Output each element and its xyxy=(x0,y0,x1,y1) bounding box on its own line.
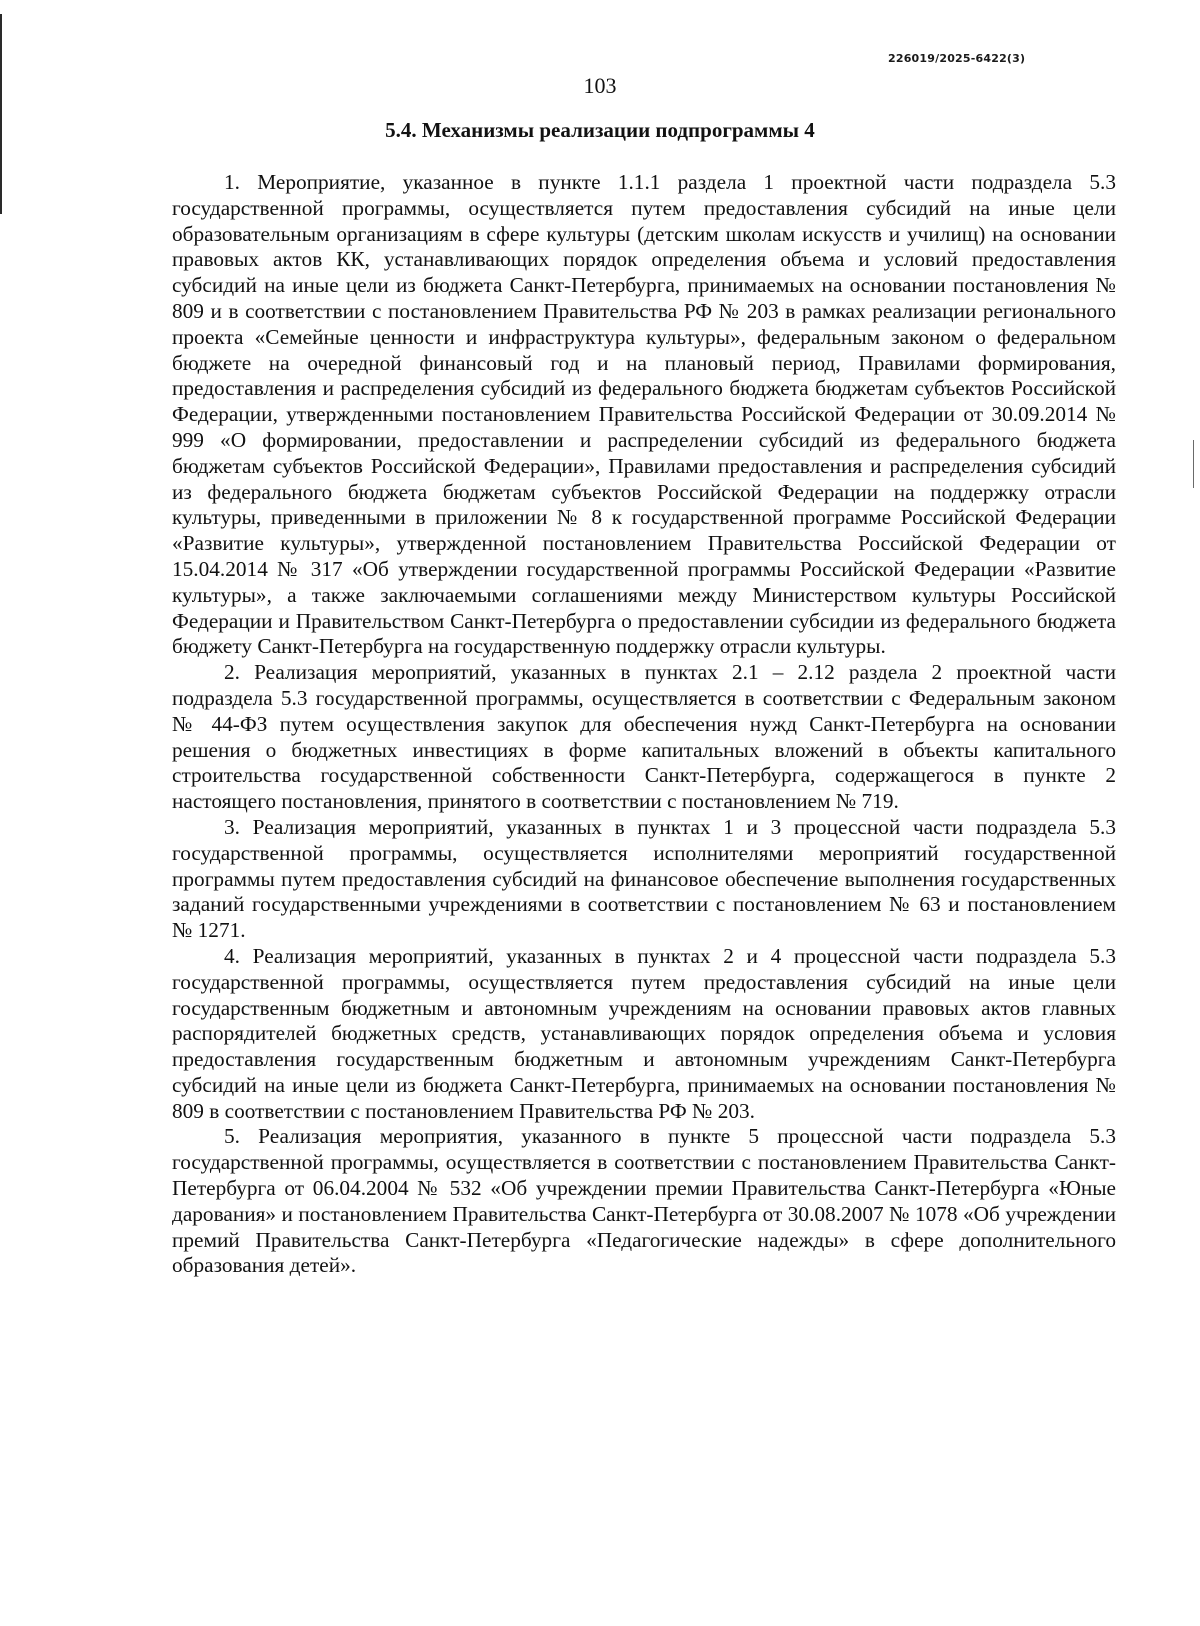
document-id: 226019/2025-6422(3) xyxy=(888,52,1026,65)
paragraph-2: 2. Реализация мероприятий, указанных в пунктах 2.1 – 2.12 раздела 2 проектной части подраздела 5.3 государственной программы, осуществляется в соответствии с Федеральным законом № 44-ФЗ путем осуществления закупок для обеспечения нужд Санкт-Петербурга на основании решения о бюджетных инвестициях в форме капитальных вложений в объекты капитального строительства государственной собственности Санкт-Петербурга, содержащегося в пункте 2 настоящего постановления, принятого в соответствии с постановлением № 719. xyxy=(172,660,1116,814)
section-title: 5.4. Механизмы реализации подпрограммы 4 xyxy=(385,118,815,142)
paragraph-3: 3. Реализация мероприятий, указанных в пунктах 1 и 3 процессной части подраздела 5.3 государственной программы, осуществляется исполнителями мероприятий государственной программы путем предоставления субсидий на финансовое обеспечение выполнения государственных заданий государственными учреждениями в соответствии с постановлением № 63 и постановлением № 1271. xyxy=(172,814,1116,943)
paragraph-1: 1. Мероприятие, указанное в пункте 1.1.1 раздела 1 проектной части подраздела 5.3 государственной программы, осуществляется путем предоставления субсидий на иные цели образовательным организациям в сфере культуры (детским школам искусств и училищ) на основании правовых актов КК, устанавливающих порядок определения объема и условий предоставления субсидий на иные цели из бюджета Санкт-Петербурга, принимаемых на основании постановления № 809 и в соответствии с постановлением Правительства РФ № 203 в рамках реализации регионального проекта «Семейные ценности и инфраструктура культуры», федеральным законом о федеральном бюджете на очередной финансовый год и на плановый период, Правилами формирования, предоставления и распределения субсидий из федерального бюджета бюджетам субъектов Российской Федерации, утвержденными постановлением Правительства Российской Федерации от 30.09.2014 № 999 «О формировании, предоставлении и распределении субсидий из федерального бюджета бюджетам субъектов Российской Федерации», Правилами предоставления и распределения субсидий из федерального бюджета бюджетам субъектов Российской Федерации на поддержку отрасли культуры, приведенными в приложении № 8 к государственной программе Российской Федерации «Развитие культуры», утвержденной постановлением Правительства Российской Федерации от 15.04.2014 № 317 «Об утверждении государственной программы Российской Федерации «Развитие культуры», а также заключаемыми соглашениями между Министерством культуры Российской Федерации и Правительством Санкт-Петербурга о предоставлении субсидии из федерального бюджета бюджету Санкт-Петербурга на государственную поддержку отрасли культуры. xyxy=(172,170,1116,659)
paragraph-4: 4. Реализация мероприятий, указанных в пунктах 2 и 4 процессной части подраздела 5.3 государственной программы, осуществляется путем предоставления субсидий на иные цели государственным бюджетным и автономным учреждениям на основании правовых актов главных распорядителей бюджетных средств, устанавливающих порядок определения объема и условия предоставления государственным бюджетным и автономным учреждениям Санкт-Петербурга субсидий на иные цели из бюджета Санкт-Петербурга, принимаемых на основании постановления № 809 в соответствии с постановлением Правительства РФ № 203. xyxy=(172,943,1116,1123)
page-number: 103 xyxy=(583,73,617,98)
scan-edge-mark-right xyxy=(1193,440,1194,488)
paragraph-5: 5. Реализация мероприятия, указанного в пункте 5 процессной части подраздела 5.3 государственной программы, осуществляется в соответствии с постановлением Правительства Санкт-Петербурга от 06.04.2004 № 532 «Об учреждении премии Правительства Санкт-Петербурга «Юные дарования» и постановлением Правительства Санкт-Петербурга от 30.08.2007 № 1078 «Об учреждении премий Правительства Санкт-Петербурга «Педагогические надежды» в сфере дополнительного образования детей». xyxy=(172,1124,1116,1278)
document-body xyxy=(172,170,1116,1279)
scan-edge-mark xyxy=(0,14,2,214)
